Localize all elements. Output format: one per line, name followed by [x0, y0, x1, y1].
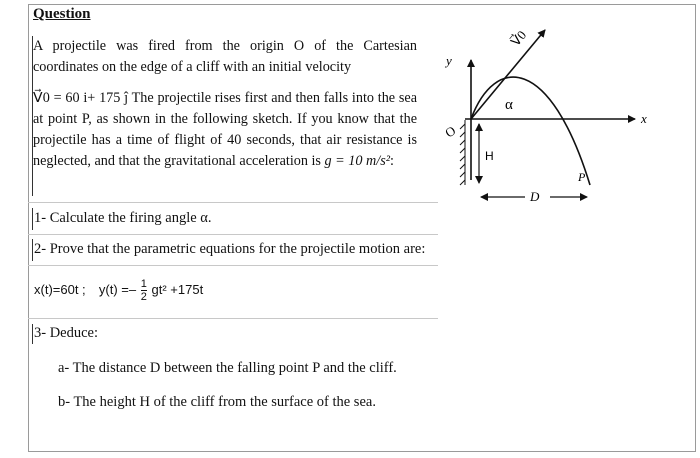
description-text: The projectile rises first and then falls into the sea at point P, as shown in the following sketch. If you know that the projectile has a time of flight of 40 seconds, that air resistance is neglected, and that the gravitational acceleration is	[33, 90, 417, 169]
gravity-expression: g = 10 m/s²	[324, 153, 390, 169]
intro-description	[33, 88, 417, 172]
question-2: 2- Prove that the parametric equations for the projectile motion are:	[34, 241, 426, 257]
divider-line	[28, 234, 438, 235]
fraction-denominator: 2	[140, 291, 147, 303]
q3-left-rule	[32, 324, 33, 344]
gravity-tail: :	[389, 153, 394, 169]
y-axis-label: y	[446, 53, 452, 68]
distance-label: D	[530, 189, 540, 204]
parametric-equations	[34, 278, 203, 303]
x-axis-label: x	[641, 111, 647, 126]
equation-y-right: gt² +175t	[151, 281, 204, 297]
point-p-label: P	[578, 170, 586, 184]
q2-left-rule	[32, 239, 33, 261]
intro-line: A projectile was fired from the origin O of the Cartesian coordinates on the edge of a cliff with an initial velocity	[33, 38, 417, 75]
divider-line	[28, 202, 438, 203]
v0-label: V⃗0	[507, 27, 530, 49]
equation-x: x(t)=60t ;	[34, 281, 86, 297]
height-label: H	[485, 149, 494, 163]
divider-line	[28, 318, 438, 319]
divider-line	[28, 265, 438, 266]
question-3: 3- Deduce:	[34, 325, 99, 341]
question-heading: Question	[33, 6, 91, 22]
question-1: 1- Calculate the firing angle α.	[34, 210, 212, 226]
question-3b: b- The height H of the cliff from the surface of the sea.	[58, 394, 376, 410]
equation-y-left: y(t) =–	[98, 281, 137, 297]
fraction-numerator: 1	[140, 278, 147, 290]
problem-statement	[33, 36, 417, 172]
v0-expression: = 60 i+ 175 ĵ	[49, 90, 132, 106]
v0-symbol: V⃗0	[33, 90, 50, 106]
q1-left-rule	[32, 208, 33, 230]
alpha-label: α	[505, 97, 513, 113]
trajectory-curve	[471, 77, 590, 185]
projectile-diagram	[425, 20, 693, 215]
fraction-half	[141, 278, 147, 303]
cliff-edge	[460, 120, 465, 185]
origin-label: O	[442, 122, 459, 141]
question-3a: a- The distance D between the falling point P and the cliff.	[58, 360, 397, 376]
statement-left-rule	[32, 36, 33, 196]
